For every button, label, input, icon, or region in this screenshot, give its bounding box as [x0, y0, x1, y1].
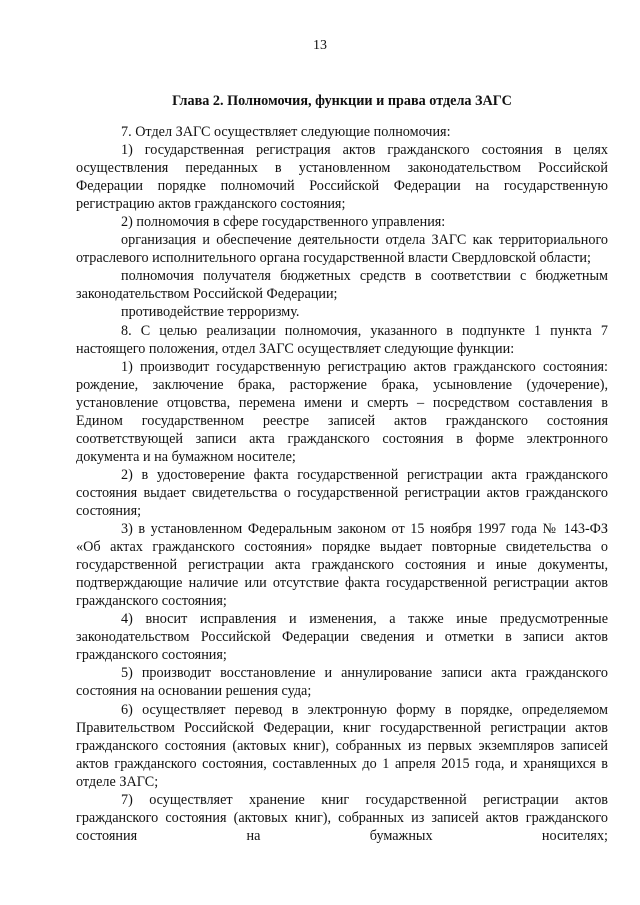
paragraph: полномочия получателя бюджетных средств в соответствии с бюджетным законодательством Российской Федерации;: [76, 268, 608, 303]
paragraph: 4) вносит исправления и изменения, а также иные предусмотренные законодательством Российской Федерации сведения и отметки в записи актов гражданского состояния;: [76, 611, 608, 664]
page-number: 13: [313, 38, 327, 53]
paragraph: 2) полномочия в сфере государственного управления:: [121, 214, 446, 231]
paragraph: 6) осуществляет перевод в электронную форму в порядке, определяемом Правительством Российской Федерации, книг государственной регистрации актов гражданского состояния (актовых книг), собранных из первых экземпляров записей актов гражданского состояния, составленных до 1 апреля 2015 года, и хранящихся в отделе ЗАГС;: [76, 701, 608, 790]
paragraph: противодействие терроризму.: [121, 304, 300, 321]
chapter-title: Глава 2. Полномочия, функции и права отдела ЗАГС: [172, 93, 512, 109]
paragraph: 7) осуществляет хранение книг государственной регистрации актов гражданского состояния (актовых книг), собранных из записей актов гражданского состояния на бумажных носителях;: [76, 791, 608, 844]
paragraph: 1) государственная регистрация актов гражданского состояния в целях осуществления переданных в установленном законодательством Российской Федерации порядке полномочий Российской Федерации на государственную регистрацию актов гражданского состояния;: [76, 142, 608, 213]
document-body: [76, 123, 608, 845]
paragraph: организация и обеспечение деятельности отдела ЗАГС как территориального отраслевого исполнительного органа государственной власти Свердловской области;: [76, 232, 608, 267]
paragraph: 8. С целью реализации полномочия, указанного в подпункте 1 пункта 7 настоящего положения, отдел ЗАГС осуществляет следующие функции:: [76, 322, 608, 357]
paragraph: 3) в установленном Федеральным законом от 15 ноября 1997 года № 143-ФЗ «Об актах гражданского состояния» порядке выдает повторные свидетельства о государственной регистрации акта гражданского состояния и иные документы, подтверждающие наличие или отсутствие факта государственной регистрации актов гражданского состояния;: [76, 521, 608, 610]
paragraph: 5) производит восстановление и аннулирование записи акта гражданского состояния на основании решения суда;: [76, 665, 608, 700]
paragraph: 1) производит государственную регистрацию актов гражданского состояния: рождение, заключение брака, расторжение брака, усыновление (удочерение), установление отцовства, перемена имени и смерть – посредством составления в Едином государственном реестре записей актов гражданского состояния соответствующей записи акта гражданского состояния в форме электронного документа и на бумажном носителе;: [76, 358, 608, 465]
paragraph: 7. Отдел ЗАГС осуществляет следующие полномочия:: [121, 124, 451, 140]
paragraph: 2) в удостоверение факта государственной регистрации акта гражданского состояния выдает свидетельства о государственной регистрации актов гражданского состояния;: [76, 466, 608, 519]
